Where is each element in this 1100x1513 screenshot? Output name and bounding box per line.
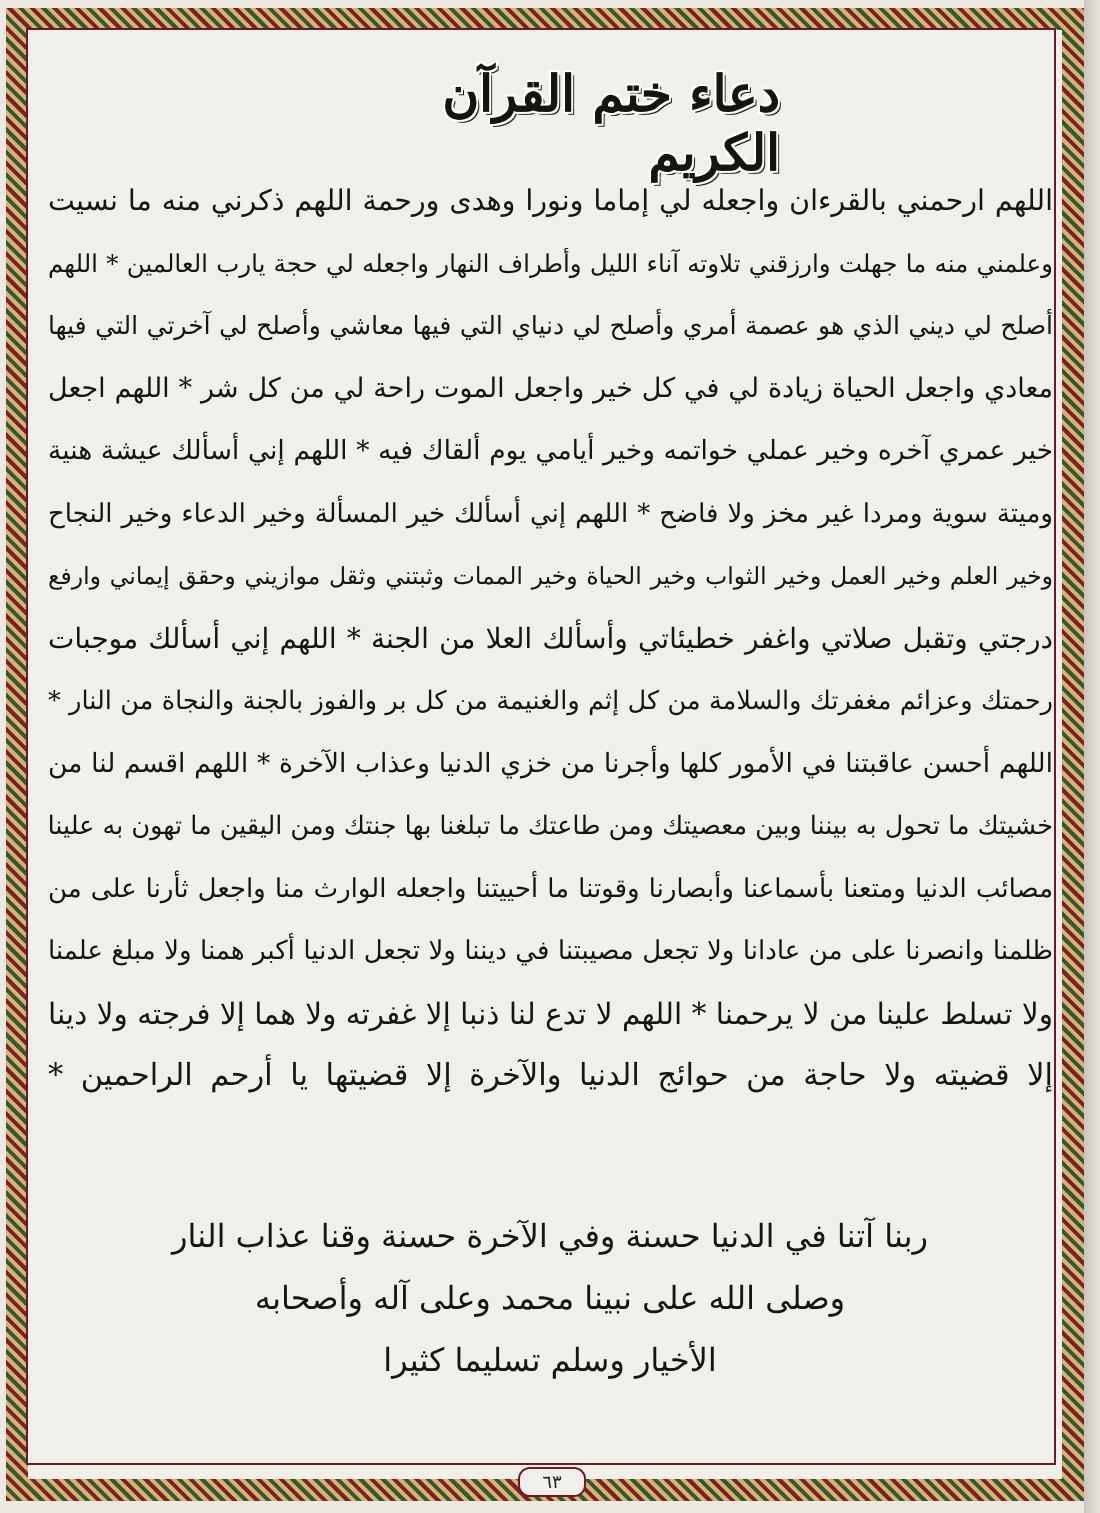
text-line: خشيتك ما تحول به بيننا وبين معصيتك ومن طاعتك ما تبلغنا بها جنتك ومن اليقين ما تهون به علينا xyxy=(47,811,1053,841)
text-line: ظلمنا وانصرنا على من عادانا ولا تجعل مصيبتنا في ديننا ولا تجعل الدنيا أكبر همنا ولا مبلغ علمنا xyxy=(48,936,1053,966)
text-line: معادي واجعل الحياة زيادة لي في كل خير واجعل الموت راحة لي من كل شر * اللهم اجعل xyxy=(48,372,1053,404)
page-edge-shadow xyxy=(1084,0,1100,1513)
text-line: أصلح لي ديني الذي هو عصمة أمري وأصلح لي دنياي التي فيها معاشي وأصلح لي آخرتي التي فيها xyxy=(48,311,1053,340)
text-line: اللهم أحسن عاقبتنا في الأمور كلها وأجرنا من خزي الدنيا وعذاب الآخرة * اللهم اقسم لنا من xyxy=(48,747,1053,779)
dua-text xyxy=(48,170,1053,1108)
closing-verses xyxy=(120,1205,980,1391)
closing-line: وصلى الله على نبينا محمد وعلى آله وأصحابه xyxy=(254,1279,846,1317)
closing-line: ربنا آتنا في الدنيا حسنة وفي الآخرة حسنة وقنا عذاب النار xyxy=(171,1217,928,1255)
text-line: رحمتك وعزائم مغفرتك والسلامة من كل إثم والغنيمة من كل بر والفوز بالجنة والنجاة من النار * xyxy=(48,686,1053,716)
page-title: دعاء ختم القرآن الكريم xyxy=(442,63,780,182)
text-line: مصائب الدنيا ومتعنا بأسماعنا وأبصارنا وقوتنا ما أحييتنا واجعله الوارث منا واجعل ثأرنا على من xyxy=(48,873,1053,904)
text-line: ولا تسلط علينا من لا يرحمنا * اللهم لا تدع لنا ذنبا إلا غفرته ولا هما إلا فرجته ولا دينا xyxy=(48,996,1053,1031)
text-line: وخير العلم وخير العمل وخير الثواب وخير الحياة وخير الممات وثبتني وثقل موازيني وحقق إيماني وارفع xyxy=(48,562,1053,590)
text-line: خير عمري آخره وخير عملي خواتمه وخير أيامي يوم ألقاك فيه * اللهم إني أسألك عيشة هنية xyxy=(48,435,1053,466)
title-cartouche xyxy=(320,60,780,185)
text-line: وميتة سوية ومردا غير مخز ولا فاضح * اللهم إني أسألك خير المسألة وخير الدعاء وخير النجاح xyxy=(48,498,1053,529)
text-line: إلا قضيته ولا حاجة من حوائج الدنيا والآخرة إلا قضيتها يا أرحم الراحمين * xyxy=(48,1058,1053,1093)
text-line: اللهم ارحمني بالقرءان واجعله لي إماما ونورا وهدى ورحمة اللهم ذكرني منه ما نسيت xyxy=(48,184,1053,217)
page-number: ٦٣ xyxy=(518,1467,586,1497)
closing-line: الأخيار وسلم تسليما كثيرا xyxy=(383,1341,717,1379)
text-line: وعلمني منه ما جهلت وارزقني تلاوته آناء الليل وأطراف النهار واجعله لي حجة يارب العالمين * اللهم xyxy=(48,248,1053,278)
text-line: درجتي وتقبل صلاتي واغفر خطيئاتي وأسألك العلا من الجنة * اللهم إني أسألك موجبات xyxy=(48,621,1053,655)
